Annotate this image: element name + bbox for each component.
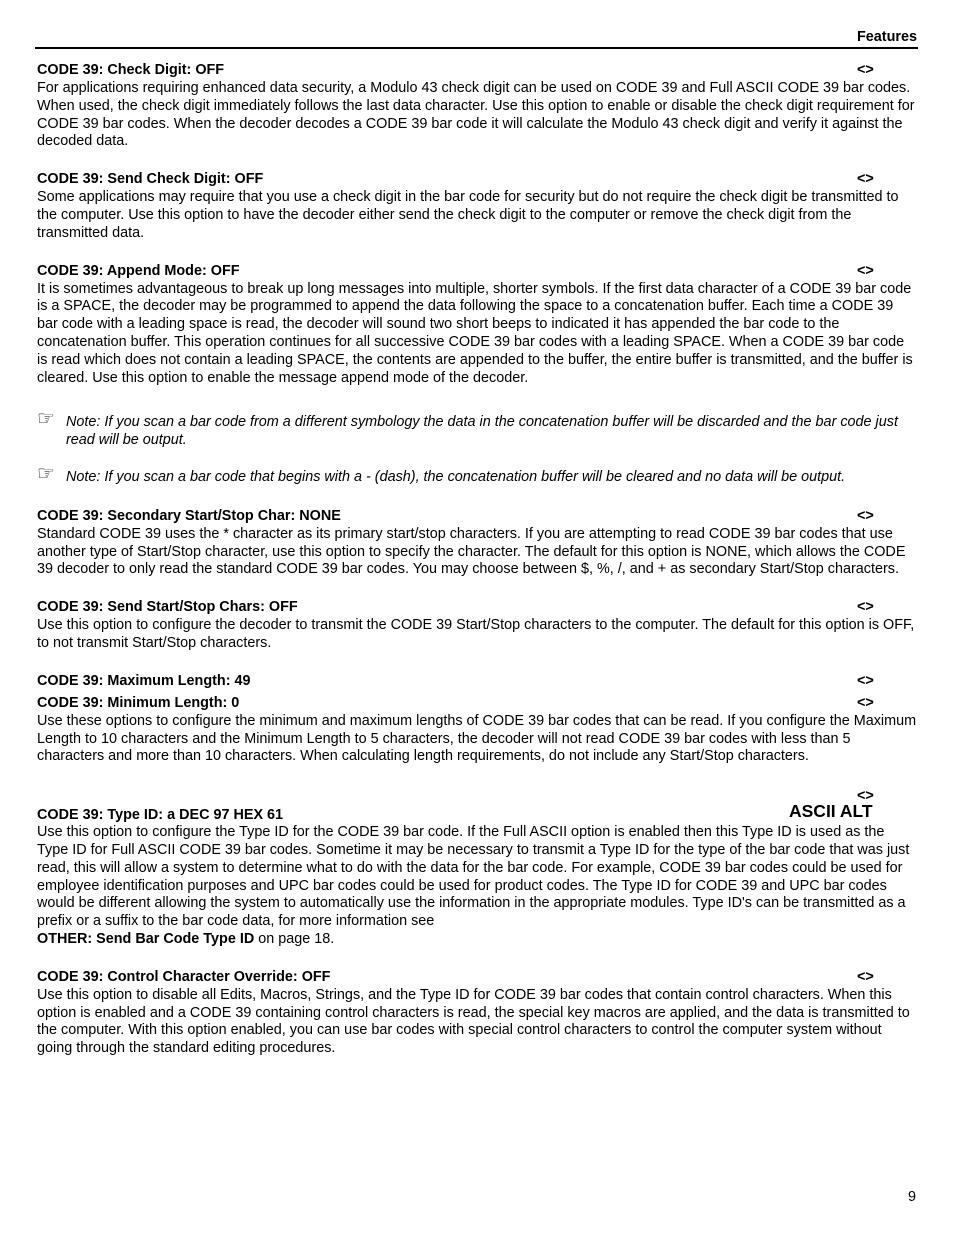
section-heading-secondary-start-stop <box>37 508 917 526</box>
section-body-append-mode: It is sometimes advantageous to break up long messages into multiple, shorter symbols. If the first data character of a CODE 39 bar code is a SPACE, the decoder may be programmed to append the data following the space to a concatenation buffer. Each time a CODE 39 bar code with a leading space is read, the decoder will sound two short beeps to indicated it has appended the bar code to the concatenation buffer. This operation continues for all successive CODE 39 bar codes with a leading SPACE. When a CODE 39 bar code is read which does not contain a leading SPACE, the contents are appended to the buffer, the entire buffer is transmitted, and the buffer is cleared. Use this option to enable the message append mode of the decoder. <box>37 280 913 386</box>
section-heading-send-start-stop <box>37 599 917 617</box>
cross-reference-page: on page 18. <box>254 930 335 947</box>
option-tag: <> <box>857 599 874 616</box>
section-body-lengths: Use these options to configure the minimum and maximum lengths of CODE 39 bar codes that can be read. If you configure the Maximum Length to 10 characters and the Minimum Length to 5 characters, the decoder will not read CODE 39 bar codes with less than 5 characters and more than 10 characters. When calculating length requirements, do not include any Start/Stop characters. <box>37 712 917 765</box>
section-body-send-start-stop: Use this option to configure the decoder to transmit the CODE 39 Start/Stop characters to the computer. The default for this option is OFF, to not transmit Start/Stop characters. <box>37 617 915 651</box>
option-tag: <> <box>857 507 874 524</box>
section-heading-send-check-digit <box>37 171 917 189</box>
note-text: Note: If you scan a bar code from a different symbology the data in the concatenation buffer will be discarded and the bar code just read will be output. <box>66 414 898 449</box>
heading-text: CODE 39: Send Start/Stop Chars: OFF <box>37 599 298 616</box>
section-heading-min-length <box>37 695 917 713</box>
page-header-title: Features <box>857 29 917 45</box>
option-tag: <> <box>857 788 874 805</box>
option-tag: <> <box>857 968 874 985</box>
section-body-type-id <box>37 824 917 949</box>
heading-text: CODE 39: Type ID: a DEC 97 HEX 61 <box>37 807 284 824</box>
heading-text: CODE 39: Send Check Digit: OFF <box>37 171 264 188</box>
heading-text: CODE 39: Maximum Length: 49 <box>37 672 251 689</box>
section-heading-check-digit <box>37 62 917 80</box>
ascii-alt-label: ASCII ALT <box>789 801 873 822</box>
section-body-check-digit: For applications requiring enhanced data security, a Modulo 43 check digit can be used on CODE 39 and Full ASCII CODE 39 bar codes. When used, the check digit immediately follows the last data character. Use this option to enable or disable the check digit requirement for CODE 39 bar codes. When the decoder decodes a CODE 39 bar code it will calculate the Modulo 43 check digit and verify it against the decoded data. <box>37 80 915 150</box>
section-body-secondary-start-stop: Standard CODE 39 uses the * character as its primary start/stop characters. If you are attempting to read CODE 39 bar codes that use another type of Start/Stop character, use this option to specify the character. The default for this option is NONE, which allows the CODE 39 decoder to only read the standard CODE 39 bar codes. You may choose between $, %, /, and + as secondary Start/Stop characters. <box>37 525 906 578</box>
note-text: Note: If you scan a bar code that begins with a - (dash), the concatenation buffer will be cleared and no data will be output. <box>66 468 846 485</box>
note-concatenation-clear <box>37 462 917 487</box>
section-heading-max-length <box>37 673 917 691</box>
pointing-hand-icon: ☞ <box>37 462 55 485</box>
option-tag: <> <box>857 262 874 279</box>
page-number: 9 <box>907 1189 916 1205</box>
option-tag: <> <box>857 171 874 188</box>
section-heading-type-id <box>37 788 917 824</box>
pointing-hand-icon: ☞ <box>37 408 55 431</box>
section-heading-append-mode <box>37 263 917 281</box>
body-text: Use this option to configure the Type ID for the CODE 39 bar code. If the Full ASCII option is enabled then this Type ID is used as the Type ID for Full ASCII CODE 39 bar codes. Sometime it may be necessary to transmit a Type ID for the type of the bar code that was just read, this will allow a system to determine what to do with the data for the bar code. For example, CODE 39 bar codes could be used for employee identification purposes and UPC bar codes could be used for product codes. The Type ID for CODE 39 and UPC bar codes would be different allowing the system to automatically use the information in the appropriate modules. Type ID's can be transmitted as a prefix or a suffix to the bar code data, for more information see <box>37 824 910 930</box>
heading-text: CODE 39: Control Character Override: OFF <box>37 968 331 985</box>
option-tag: <> <box>857 62 874 78</box>
document-body <box>37 62 917 1058</box>
section-body-control-override: Use this option to disable all Edits, Macros, Strings, and the Type ID for CODE 39 bar codes that contain control characters. When this option is enabled and a CODE 39 containing control characters is read, the special key macros are applied, and the data is transmitted to the computer. With this option enabled, you can use bar codes with special control characters to control the computer system without going through the standard editing procedures. <box>37 986 910 1057</box>
heading-text: CODE 39: Secondary Start/Stop Char: NONE <box>37 507 341 524</box>
heading-text: CODE 39: Check Digit: OFF <box>37 62 225 78</box>
cross-reference: OTHER: Send Bar Code Type ID <box>37 930 255 947</box>
note-concatenation-discard <box>37 408 917 450</box>
option-tag: <> <box>857 694 874 711</box>
option-tag: <> <box>857 672 874 689</box>
section-heading-control-override <box>37 969 917 987</box>
header-rule <box>35 47 918 49</box>
heading-text: CODE 39: Append Mode: OFF <box>37 262 240 279</box>
heading-text: CODE 39: Minimum Length: 0 <box>37 694 240 711</box>
section-body-send-check-digit: Some applications may require that you use a check digit in the bar code for security but do not require the check digit be transmitted to the computer. Use this option to have the decoder either send the check digit to the computer or remove the check digit from the transmitted data. <box>37 189 899 241</box>
